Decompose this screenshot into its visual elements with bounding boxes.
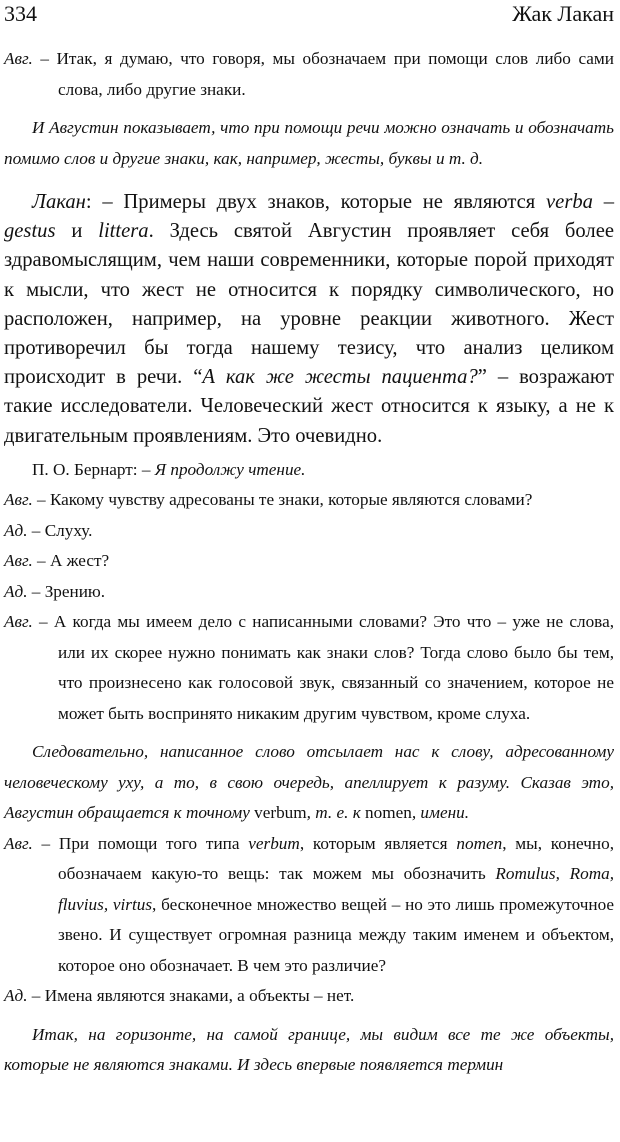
dialogue-line (4, 485, 614, 516)
dialogue-line (4, 44, 614, 105)
speaker-label: Авг. (4, 551, 33, 571)
dialogue-text: – Итак, я думаю, что говоря, мы обозначаем при помощи слов либо сами слова, либо другие знаки. (32, 49, 614, 99)
speaker-label: Авг. (4, 612, 33, 632)
dialogue-line (4, 577, 614, 608)
dialogue-text: – Зрению. (27, 581, 106, 601)
speaker-label: Авг. (4, 49, 33, 68)
speaker-label: Авг. (4, 490, 33, 510)
dialogue-text: – А жест? (32, 551, 110, 571)
commentary-paragraph: И Августин показывает, что при помощи речи можно означать и обозначать помимо слов и другие знаки, как, например, жесты, буквы и т. д. (4, 118, 614, 168)
speaker-label: Ад. (4, 520, 28, 540)
dialogue-text: – Какому чувству адресованы те знаки, которые являются словами? (32, 490, 533, 510)
running-header (4, 0, 614, 34)
speaker-label: Ад. (4, 986, 28, 1006)
dialogue-line (4, 981, 614, 1012)
speaker-label: Лакан (32, 191, 86, 213)
speaker-label: Ад. (4, 581, 28, 601)
dialogue-text: – Имена являются знаками, а объекты – нет. (27, 986, 355, 1006)
page-number: 334 (4, 1, 37, 26)
dialogue-line: Авг. – При помощи того типа verbum, которым является nomen, мы, конечно, обозначаем какую-то вещь: так можем мы обозначить Romulus, Roma, fluvius, virtus, бесконечное множество вещей – но это лишь промежуточное звено. И существует огромная разница между таким именем и объектом, которое оно обозначает. В чем это различие? (4, 833, 614, 975)
page-body (4, 44, 614, 1081)
dialogue-line (4, 546, 614, 577)
speaker-label: Авг. (4, 833, 33, 853)
dialogue-text: – А когда мы имеем дело с написанными словами? Это что – уже не слова, или их скорее нужно понимать как знаки слов? Тогда слово было бы тем, что произнесено как голосовой звук, связанный со значением, которое не может быть воспринято никаким другим чувством, кроме слуха. (32, 612, 614, 723)
running-title: Жак Лакан (512, 1, 614, 26)
commentary-paragraph: Следовательно, написанное слово отсылает нас к слову, адресованному человеческому уху, а то, в свою очередь, апеллирует к разуму. Сказав это, Августин обращается к точному verbum, т. е. к nomen, имени. (4, 742, 614, 823)
lacan-paragraph: Лакан: – Примеры двух знаков, которые не являются verba – gestus и littera. Здесь святой Августин проявляет себя более здравомыслящим, чем наши современники, которые порой приходят к мысли, что жест не относится к порядку символического, но расположен, например, на уровне реакции животного. Жест противоречил бы тогда нашему тезису, что анализ целиком происходит в речи. “А как же жесты пациента?” – возражают такие исследователи. Человеческий жест относится к языку, а не к двигательным проявлениям. Это очевидно. (4, 191, 614, 447)
dialogue-text: – Слуху. (27, 520, 93, 540)
dialogue-line (4, 607, 614, 729)
dialogue-line (4, 516, 614, 547)
commentary-paragraph: Итак, на горизонте, на самой границе, мы видим все те же объекты, которые не являются знаками. И здесь впервые появляется термин (4, 1024, 614, 1075)
speaker-intro-line: П. О. Бернарт: – Я продолжу чтение. (32, 459, 306, 479)
